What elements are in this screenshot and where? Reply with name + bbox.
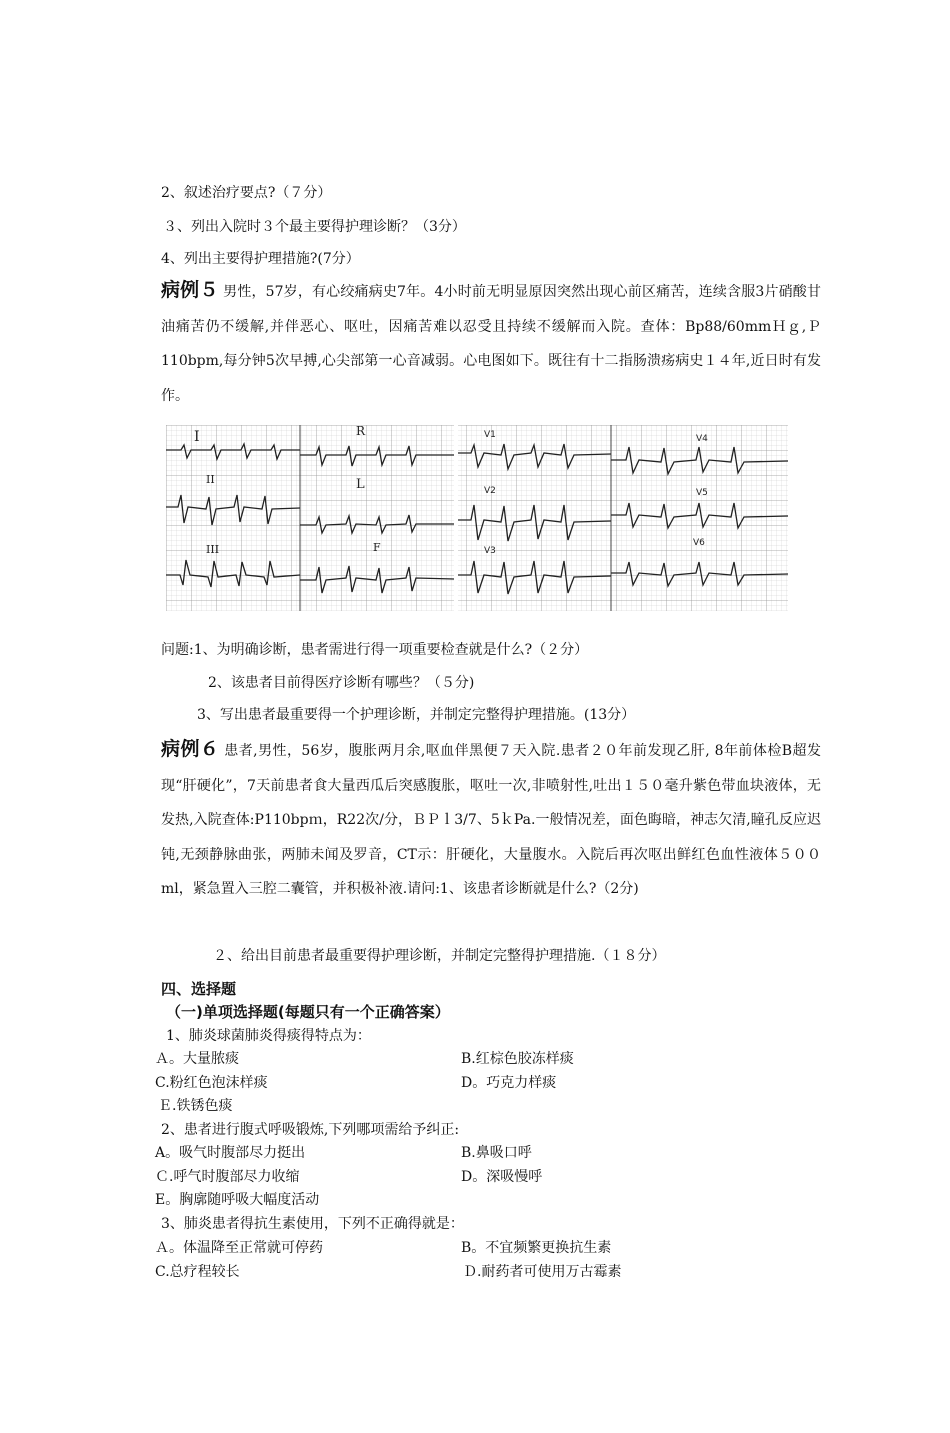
q3-option-c[interactable]: C.总疗程较长	[155, 1264, 240, 1280]
q1-option-d[interactable]: D。巧克力样痰	[461, 1075, 557, 1091]
ecg-label-V4: V4	[696, 434, 708, 444]
q2-option-a[interactable]: A。吸气时腹部尽力挺出	[155, 1145, 306, 1161]
case6-label: 病例６	[161, 738, 220, 760]
ecg-label-III: III	[206, 543, 220, 556]
q1-option-e[interactable]: Ｅ.铁锈色痰	[158, 1098, 233, 1114]
case6-question-2: ２、给出目前患者最重要得护理诊断，并制定完整得护理措施.（１８分）	[213, 948, 666, 964]
q1-option-b[interactable]: B.红棕色胶冻样痰	[461, 1051, 574, 1067]
q3-option-d[interactable]: Ｄ.耐药者可使用万古霉素	[463, 1264, 622, 1280]
ecg-label-V6: V6	[693, 538, 705, 548]
case5-label: 病例５	[161, 279, 219, 301]
case5-paragraph	[161, 273, 821, 413]
case5-question-2: 2、该患者目前得医疗诊断有哪些？（５分)	[208, 675, 475, 691]
ecg-label-V5: V5	[696, 488, 708, 498]
q2-option-c[interactable]: Ｃ.呼气时腹部尽力收缩	[155, 1169, 300, 1185]
q1-option-a[interactable]: Ａ。大量脓痰	[155, 1051, 239, 1067]
ecg-label-L: L	[356, 477, 365, 492]
ecg-label-II: II	[206, 473, 215, 486]
ecg-figure	[166, 425, 788, 611]
section4-subtitle: （一)单项选择题(每题只有一个正确答案）	[166, 1003, 450, 1021]
case4-question-3: ３、列出入院时３个最主要得护理诊断？（3分）	[163, 219, 466, 235]
case5-question-1: 问题:1、为明确诊断，患者需进行得一项重要检查就是什么?（２分）	[161, 642, 589, 658]
q3-option-a[interactable]: Ａ。体温降至正常就可停药	[155, 1240, 323, 1256]
case6-text: 患者,男性，56岁，腹胀两月余,呕血伴黑便７天入院.患者２０年前发现乙肝, 8年前体检B超发现“肝硬化”，7天前患者食大量西瓜后突感腹胀，呕吐一次,非喷射性,吐出１５０毫升紫色带血块液体，无发热,入院查体:P110bpｍ，R22次/分，ＢＰｌ3/7、5ｋPa.一般情况差，面色晦暗，神志欠清,瞳孔反应迟钝,无颈静脉曲张，两肺未闻及罗音，CT示：肝硬化，大量腹水。入院后再次呕出鲜红色血性液体５００ml，紧急置入三腔二囊管，并积极补液.请问:1、该患者诊断就是什么?（2分)	[161, 743, 821, 897]
ecg-label-I: I	[194, 429, 200, 445]
case5-text: 男性，57岁，有心绞痛病史7年。4小时前无明显原因突然出现心前区痛苦，连续含服3片硝酸甘油痛苦仍不缓解,并伴恶心、呕吐，因痛苦难以忍受且持续不缓解而入院。查体：Bp88/60mmＨｇ,Ｐ110bpm,每分钟5次早搏,心尖部第一心音减弱。心电图如下。既往有十二指肠溃疡病史１４年,近日时有发作。	[161, 284, 821, 404]
q1-stem: 1、肺炎球菌肺炎得痰得特点为：	[166, 1028, 371, 1044]
section4-title: 四、选择题	[161, 980, 237, 998]
q2-option-d[interactable]: D。深吸慢呼	[461, 1169, 543, 1185]
q3-stem: 3、肺炎患者得抗生素使用，下列不正确得就是：	[161, 1216, 464, 1232]
q3-option-b[interactable]: B。不宜频繁更换抗生素	[461, 1240, 612, 1256]
q2-stem: 2、患者进行腹式呼吸锻炼,下列哪项需给予纠正:	[161, 1122, 460, 1138]
ecg-label-V3: V3	[484, 546, 496, 556]
case5-question-3: 3、写出患者最重要得一个护理诊断，并制定完整得护理措施。(13分）	[197, 707, 636, 723]
ecg-label-V1: V1	[484, 430, 496, 440]
case4-question-2: 2、叙述治疗要点?（７分）	[161, 185, 332, 201]
q2-option-e[interactable]: E。胸廓随呼吸大幅度活动	[155, 1192, 320, 1208]
ecg-label-F: F	[373, 541, 381, 554]
case4-question-4: 4、列出主要得护理措施?(7分）	[161, 251, 360, 267]
q1-option-c[interactable]: C.粉红色泡沫样痰	[155, 1075, 268, 1091]
ecg-label-V2: V2	[484, 486, 496, 496]
ecg-label-R: R	[356, 425, 366, 438]
case6-paragraph	[161, 732, 821, 907]
q2-option-b[interactable]: B.鼻吸口呼	[461, 1145, 532, 1161]
